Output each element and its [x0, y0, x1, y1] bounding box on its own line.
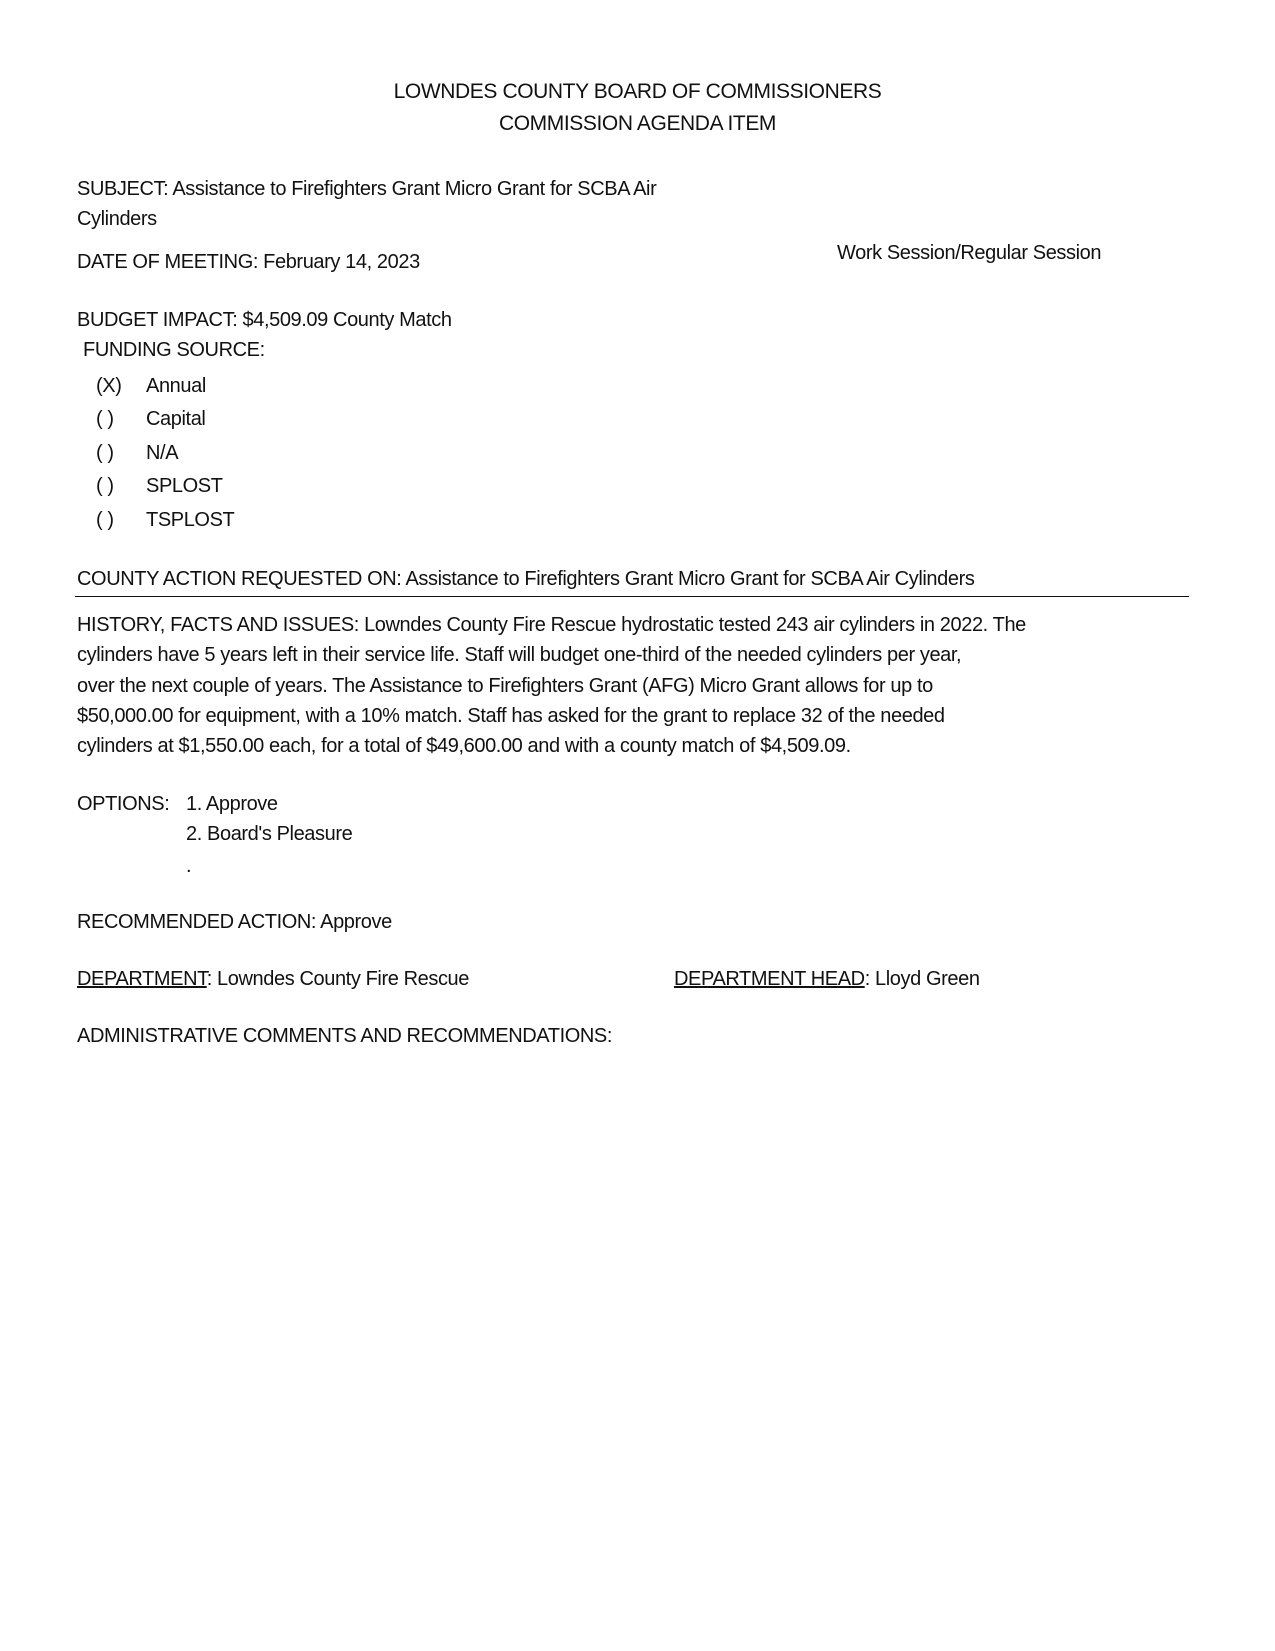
- funding-option-annual: Annual: [146, 375, 206, 397]
- funding-option-splost: SPLOST: [146, 475, 223, 497]
- history-line: $50,000.00 for equipment, with a 10% match. Staff has asked for the grant to replace 32 of the needed: [77, 705, 945, 727]
- recommended-action: RECOMMENDED ACTION: Approve: [77, 911, 392, 933]
- department-head-value: : Lloyd Green: [864, 968, 980, 990]
- funding-mark-capital: ( ): [96, 408, 114, 430]
- funding-option-tsplost: TSPLOST: [146, 509, 235, 531]
- department-head-label: DEPARTMENT HEAD: [674, 968, 865, 990]
- funding-mark-tsplost: ( ): [96, 509, 114, 531]
- department-value: : Lowndes County Fire Rescue: [206, 968, 470, 990]
- department-label: DEPARTMENT: [77, 968, 207, 990]
- history-line: over the next couple of years. The Assistance to Firefighters Grant (AFG) Micro Grant allows for up to: [77, 675, 933, 697]
- funding-option-na: N/A: [146, 442, 179, 464]
- subject-line2: Cylinders: [77, 208, 157, 230]
- budget-impact: BUDGET IMPACT: $4,509.09 County Match: [77, 309, 452, 331]
- funding-option-capital: Capital: [146, 408, 206, 430]
- county-action-requested: COUNTY ACTION REQUESTED ON: Assistance to Firefighters Grant Micro Grant for SCBA Air Cylinders: [77, 568, 975, 590]
- funding-mark-annual: (X): [96, 375, 122, 397]
- option-item: .: [186, 855, 192, 877]
- department-head: [674, 967, 980, 991]
- options-label: OPTIONS:: [77, 793, 170, 815]
- administrative-comments: ADMINISTRATIVE COMMENTS AND RECOMMENDATIONS:: [77, 1025, 613, 1047]
- funding-mark-splost: ( ): [96, 475, 114, 497]
- session-type: Work Session/Regular Session: [837, 242, 1102, 264]
- date-of-meeting: DATE OF MEETING: February 14, 2023: [77, 251, 420, 273]
- board-title: LOWNDES COUNTY BOARD OF COMMISSIONERS: [393, 80, 882, 103]
- funding-source-label: FUNDING SOURCE:: [83, 339, 265, 361]
- history-line: cylinders have 5 years left in their service life. Staff will budget one-third of the needed cylinders per year,: [77, 644, 962, 666]
- funding-mark-na: ( ): [96, 442, 114, 464]
- history-line: cylinders at $1,550.00 each, for a total of $49,600.00 and with a county match of $4,509.09.: [77, 735, 851, 757]
- history-line: HISTORY, FACTS AND ISSUES: Lowndes County Fire Rescue hydrostatic tested 243 air cylinders in 2022. The: [77, 614, 1026, 636]
- agenda-item-title: COMMISSION AGENDA ITEM: [498, 112, 777, 135]
- department: [77, 967, 469, 991]
- option-item: 1. Approve: [186, 793, 278, 815]
- option-item: 2. Board's Pleasure: [186, 823, 353, 845]
- section-divider: [75, 596, 1189, 597]
- subject-line1: SUBJECT: Assistance to Firefighters Grant Micro Grant for SCBA Air: [77, 178, 657, 200]
